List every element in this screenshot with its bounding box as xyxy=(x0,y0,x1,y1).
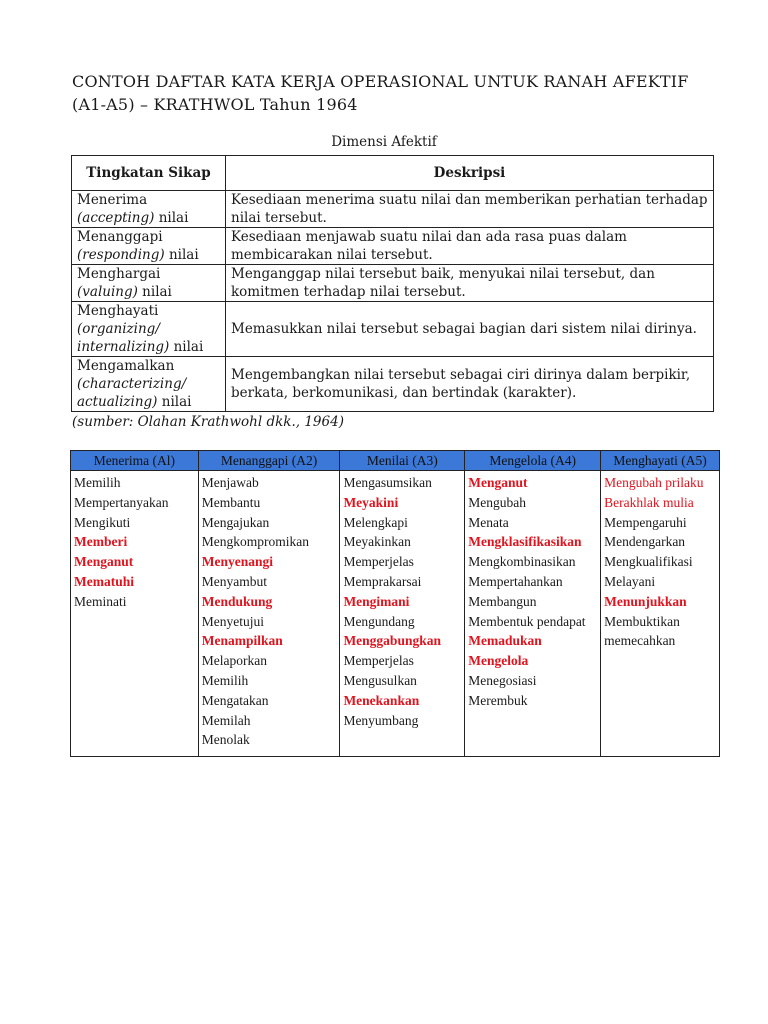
verb-item: Mengubah prilaku xyxy=(604,475,704,490)
verb-item: Berakhlak mulia xyxy=(604,494,694,510)
verb-item: Memperjelas xyxy=(343,554,414,570)
table-row xyxy=(72,191,714,228)
verb-item: Meyakinkan xyxy=(343,534,411,550)
verb-item: Mengkualifikasi xyxy=(604,554,693,570)
table-row xyxy=(72,265,714,302)
table-header-row xyxy=(72,156,714,191)
verb-item: Memprakarsai xyxy=(343,573,422,589)
description-cell: Menganggap nilai tersebut baik, menyukai nilai tersebut, dan komitmen terhadap nilai tersebut. xyxy=(226,265,714,302)
table-row xyxy=(72,228,714,265)
verb-item: Mengasumsikan xyxy=(343,475,432,490)
verb-item: Menata xyxy=(468,514,509,530)
verb-item: Mempengaruhi xyxy=(604,514,687,530)
verbs-column-a1 xyxy=(71,471,199,757)
verb-item: Mengkombinasikan xyxy=(468,554,576,570)
verb-item: Memilah xyxy=(201,712,251,728)
verb-item: Mempertanyakan xyxy=(74,494,169,510)
verb-item: Mengikuti xyxy=(74,514,131,530)
description-cell: Kesediaan menjawab suatu nilai dan ada rasa puas dalam membicarakan nilai tersebut. xyxy=(226,228,714,265)
verb-item: Menyumbang xyxy=(343,712,419,728)
operational-verbs-table xyxy=(70,450,720,757)
verbs-column-a5 xyxy=(601,471,720,757)
table-caption: Dimensi Afektif xyxy=(331,134,437,150)
description-cell: Memasukkan nilai tersebut sebagai bagian dari sistem nilai dirinya. xyxy=(226,302,714,357)
verb-item: Menyambut xyxy=(201,573,267,589)
header-a2: Menanggapi (A2) xyxy=(198,451,340,471)
verbs-body-row xyxy=(71,471,720,757)
verb-item: Menjawab xyxy=(201,475,259,490)
level-cell: Menerima (accepting) nilai xyxy=(72,191,226,228)
level-cell: Mengamalkan (characterizing/ actualizing) nilai xyxy=(72,357,226,412)
verb-item: Meminati xyxy=(74,593,127,609)
verb-item: Mengusulkan xyxy=(343,672,417,688)
description-cell: Kesediaan menerima suatu nilai dan memberikan perhatian terhadap nilai tersebut. xyxy=(226,191,714,228)
verb-item: Mengatakan xyxy=(201,692,269,708)
verb-item: Menyetujui xyxy=(201,613,264,629)
verb-item: memecahkan xyxy=(604,633,676,649)
level-cell: Menanggapi (responding) nilai xyxy=(72,228,226,265)
verb-item: Merembuk xyxy=(468,692,528,708)
verb-item: Mengklasifikasikan xyxy=(468,534,582,550)
header-tingkatan-sikap: Tingkatan Sikap xyxy=(72,156,226,191)
level-cell: Menghargai (valuing) nilai xyxy=(72,265,226,302)
verb-item: Menegosiasi xyxy=(468,672,537,688)
verb-item: Melengkapi xyxy=(343,514,408,530)
verb-item: Membentuk pendapat xyxy=(468,613,586,629)
verb-item: Melayani xyxy=(604,573,656,589)
verb-item: Membantu xyxy=(201,494,261,510)
document-title xyxy=(72,70,712,116)
source-note: (sumber: Olahan Krathwohl dkk., 1964) xyxy=(72,414,344,430)
verb-item: Membuktikan xyxy=(604,613,680,629)
verb-item: Memperjelas xyxy=(343,653,414,669)
verb-item: Mengubah xyxy=(468,494,526,510)
header-a5: Menghayati (A5) xyxy=(601,451,720,471)
table-row xyxy=(72,357,714,412)
verb-item: Menganut xyxy=(74,554,134,570)
verb-item: Menampilkan xyxy=(201,633,283,649)
verb-item: Menekankan xyxy=(343,692,420,708)
verb-item: Mendukung xyxy=(201,593,273,609)
table-row xyxy=(72,302,714,357)
verb-item: Menganut xyxy=(468,475,528,490)
header-a3: Menilai (A3) xyxy=(340,451,465,471)
verb-item: Memilih xyxy=(201,672,249,688)
verb-item: Menggabungkan xyxy=(343,633,441,649)
verb-item: Mematuhi xyxy=(74,573,134,589)
verbs-column-a3 xyxy=(340,471,465,757)
header-a1: Menerima (Al) xyxy=(71,451,199,471)
verbs-header-row xyxy=(71,451,720,471)
verbs-column-a4 xyxy=(465,471,601,757)
verb-item: Mengkompromikan xyxy=(201,534,309,550)
affective-dimension-table xyxy=(71,155,714,412)
title-line-2: (A1-A5) – KRATHWOL Tahun 1964 xyxy=(72,95,358,114)
verb-item: Mengimani xyxy=(343,593,410,609)
verb-item: Melaporkan xyxy=(201,653,267,669)
verb-item: Memberi xyxy=(74,534,128,550)
verb-item: Mempertahankan xyxy=(468,573,563,589)
title-line-1: CONTOH DAFTAR KATA KERJA OPERASIONAL UNTUK RANAH AFEKTIF xyxy=(72,72,689,91)
verb-item: Mengelola xyxy=(468,653,529,669)
verb-item: Mendengarkan xyxy=(604,534,686,550)
verb-item: Memadukan xyxy=(468,633,542,649)
header-a4: Mengelola (A4) xyxy=(465,451,601,471)
level-cell: Menghayati (organizing/ internalizing) nilai xyxy=(72,302,226,357)
verb-item: Memilih xyxy=(74,475,121,490)
verb-item: Menunjukkan xyxy=(604,593,687,609)
description-cell: Mengembangkan nilai tersebut sebagai ciri dirinya dalam berpikir, berkata, berkomunikasi, dan bertindak (karakter). xyxy=(226,357,714,412)
verb-item: Mengundang xyxy=(343,613,415,629)
verb-item: Menyenangi xyxy=(201,554,273,570)
header-deskripsi: Deskripsi xyxy=(226,156,714,191)
verb-item: Meyakini xyxy=(343,494,399,510)
verbs-column-a2 xyxy=(198,471,340,757)
verb-item: Membangun xyxy=(468,593,537,609)
verb-item: Mengajukan xyxy=(201,514,270,530)
verb-item: Menolak xyxy=(201,732,250,748)
